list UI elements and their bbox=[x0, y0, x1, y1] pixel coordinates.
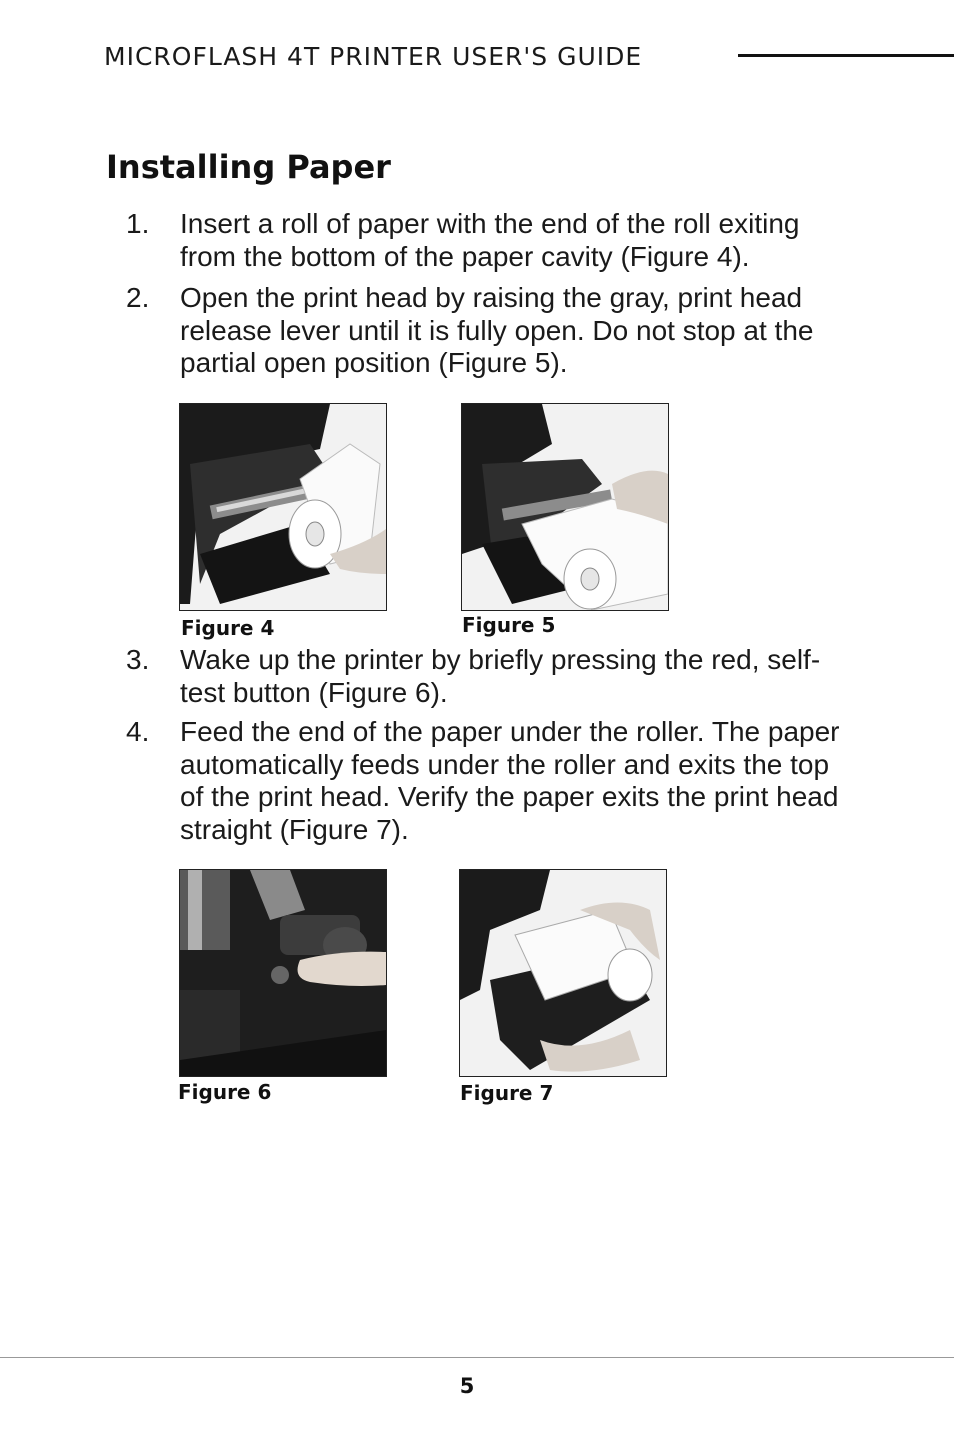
step-4 bbox=[126, 716, 866, 848]
step-3 bbox=[126, 644, 866, 710]
step-number: 3. bbox=[126, 644, 150, 675]
figure-4-image bbox=[179, 403, 387, 611]
figure-5-image bbox=[461, 403, 669, 611]
running-header: MICROFLASH 4T PRINTER USER'S GUIDE bbox=[104, 42, 643, 71]
footer-rule bbox=[0, 1357, 954, 1358]
step-number: 4. bbox=[126, 716, 150, 747]
self-test-button-illustration bbox=[180, 870, 386, 1076]
figure-6-image bbox=[179, 869, 387, 1077]
figure-5-caption: Figure 5 bbox=[462, 613, 556, 637]
step-number: 1. bbox=[126, 208, 150, 239]
figure-7-image bbox=[459, 869, 667, 1077]
figure-6-caption: Figure 6 bbox=[178, 1080, 272, 1104]
section-title: Installing Paper bbox=[106, 148, 391, 186]
header-rule bbox=[738, 54, 954, 57]
step-text: Wake up the printer by briefly pressing the red, self-test button (Figure 6). bbox=[180, 644, 821, 708]
page-number: 5 bbox=[459, 1374, 475, 1398]
step-2 bbox=[126, 282, 866, 382]
step-1 bbox=[126, 208, 866, 274]
figure-7-caption: Figure 7 bbox=[460, 1081, 554, 1105]
step-text: Insert a roll of paper with the end of the roll exiting from the bottom of the paper cavity (Figure 4). bbox=[180, 208, 800, 272]
printer-paper-insert-illustration bbox=[180, 404, 386, 610]
step-text: Feed the end of the paper under the roller. The paper automatically feeds under the roller and exits the top of the print head. Verify the paper exits the print head straight (Figure 7). bbox=[180, 716, 840, 845]
figure-4-caption: Figure 4 bbox=[181, 616, 275, 640]
printer-head-open-illustration bbox=[462, 404, 668, 610]
paper-feed-illustration bbox=[460, 870, 666, 1076]
step-number: 2. bbox=[126, 282, 150, 313]
step-text: Open the print head by raising the gray, print head release lever until it is fully open. Do not stop at the partial open position (Figure 5). bbox=[180, 282, 814, 378]
